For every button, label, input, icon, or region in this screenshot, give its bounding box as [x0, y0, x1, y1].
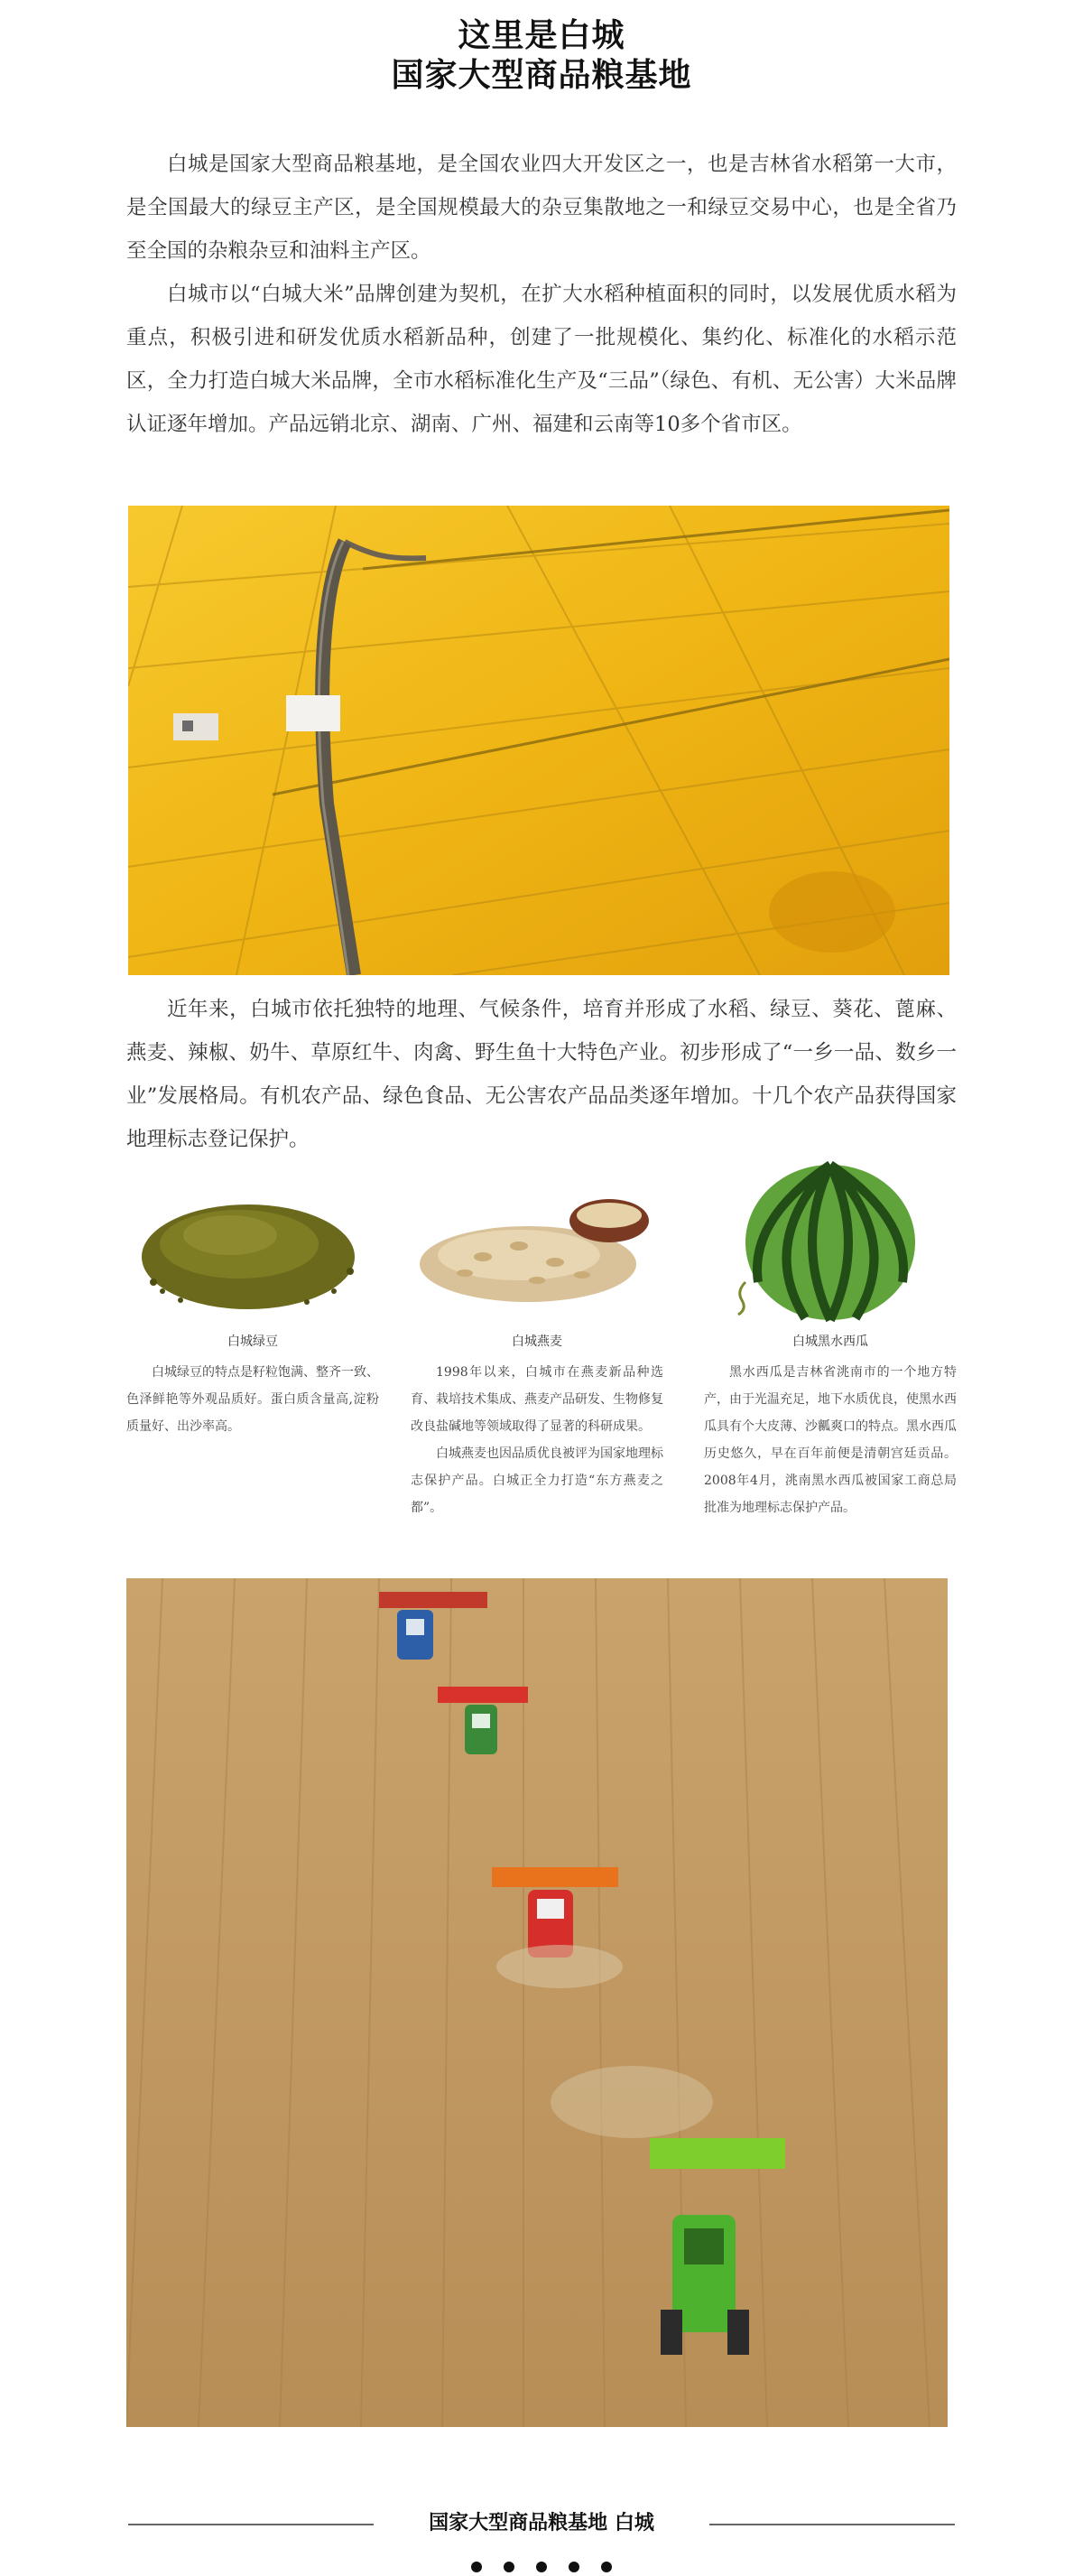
page-title-line2: 国家大型商品粮基地 [391, 57, 692, 94]
dot-icon [569, 2562, 579, 2572]
dot-icon [471, 2562, 482, 2572]
product-description [411, 1359, 663, 1521]
product-paragraph: 白城燕麦也因品质优良被评为国家地理标志保护产品。白城正全力打造“东方燕麦之都”。 [411, 1446, 663, 1515]
oat-image [411, 1156, 663, 1323]
product-oat [411, 1156, 663, 1521]
product-paragraph: 1998年以来，白城市在燕麦新品种选育、栽培技术集成、燕麦产品研发、生物修复改良盐碱地等领域取得了显著的科研成果。 [411, 1365, 663, 1434]
middle-paragraph: 近年来，白城市依托独特的地理、气候条件，培育并形成了水稻、绿豆、葵花、蓖麻、燕麦、辣椒、奶牛、草原红牛、肉禽、野生鱼十大特色产业。初步形成了“一乡一品、数乡一业”发展格局。有机农产品、绿色食品、无公害农产品品类逐年增加。十几个农产品获得国家地理标志登记保护。 [126, 998, 957, 1151]
dot-icon [601, 2562, 612, 2572]
product-caption: 白城黑水西瓜 [792, 1334, 868, 1349]
product-paragraph: 白城绿豆的特点是籽粒饱满、整齐一致、色泽鲜艳等外观品质好。蛋白质含量高,淀粉质量好、出沙率高。 [126, 1365, 379, 1434]
footer-dots [0, 2559, 1083, 2576]
page-header [0, 16, 1083, 96]
page-title-line1: 这里是白城 [458, 17, 625, 54]
rice-field-aerial-image [128, 506, 949, 975]
mung-bean-image [126, 1156, 379, 1323]
intro-text [126, 143, 957, 446]
product-caption: 白城燕麦 [512, 1334, 562, 1349]
footer-title: 国家大型商品粮基地 白城 [429, 2512, 654, 2534]
product-watermelon [704, 1156, 957, 1521]
watermelon-image [704, 1156, 957, 1323]
product-caption: 白城绿豆 [227, 1334, 278, 1349]
product-mung-bean [126, 1156, 379, 1440]
product-description [126, 1359, 379, 1440]
product-paragraph: 黑水西瓜是吉林省洮南市的一个地方特产，由于光温充足，地下水质优良，使黑水西瓜具有个大皮薄、沙瓤爽口的特点。黑水西瓜历史悠久，早在百年前便是清朝宫廷贡品。2008年4月，洮南黑水西瓜被国家工商总局批准为地理标志保护产品。 [704, 1365, 957, 1515]
dot-icon [536, 2562, 547, 2572]
intro-paragraph-1: 白城是国家大型商品粮基地，是全国农业四大开发区之一，也是吉林省水稻第一大市，是全国最大的绿豆主产区，是全国规模最大的杂豆集散地之一和绿豆交易中心，也是全省乃至全国的杂粮杂豆和油料主产区。 [126, 153, 957, 263]
tractors-field-aerial-image [126, 1578, 948, 2427]
product-description [704, 1359, 957, 1521]
middle-text [126, 988, 957, 1161]
dot-icon [504, 2562, 514, 2572]
intro-paragraph-2: 白城市以“白城大米”品牌创建为契机，在扩大水稻种植面积的同时，以发展优质水稻为重点，积极引进和研发优质水稻新品种，创建了一批规模化、集约化、标准化的水稻示范区，全力打造白城大米品牌，全市水稻标准化生产及“三品”（绿色、有机、无公害）大米品牌认证逐年增加。产品远销北京、湖南、广州、福建和云南等10多个省市区。 [126, 283, 957, 436]
